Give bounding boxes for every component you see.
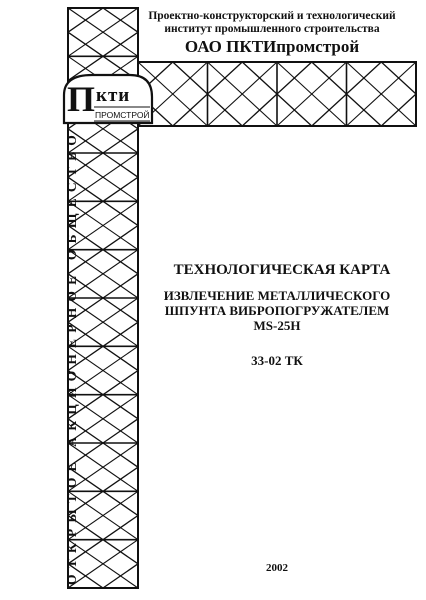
header-company-name: ОАО ПКТИпромстрой	[184, 37, 360, 56]
vertical-org-type: ОТКРЫТОЕ АКЦИОНЕРНОЕ ОБЩЕСТВО	[64, 129, 79, 585]
document-code: 33-02 ТК	[251, 353, 303, 368]
header-institute-line2: институт промышленного строительства	[164, 23, 380, 35]
logo-caption-promstroy: ПРОМСТРОЙ	[95, 110, 150, 120]
document-title-line2: ШПУНТА ВИБРОПОГРУЖАТЕЛЕМ	[164, 303, 390, 318]
document-title-line3: MS-25H	[253, 318, 301, 333]
document-title-line1: ИЗВЛЕЧЕНИЕ МЕТАЛЛИЧЕСКОГО	[163, 288, 391, 303]
logo-letters-kti: кти	[96, 85, 131, 106]
logo-letter-p: П	[67, 79, 96, 119]
document-year: 2002	[266, 562, 288, 574]
document-type: ТЕХНОЛОГИЧЕСКАЯ КАРТА	[173, 262, 391, 278]
pkti-logo	[60, 71, 156, 127]
header-institute-line1: Проектно-конструкторский и технологический	[148, 10, 396, 22]
